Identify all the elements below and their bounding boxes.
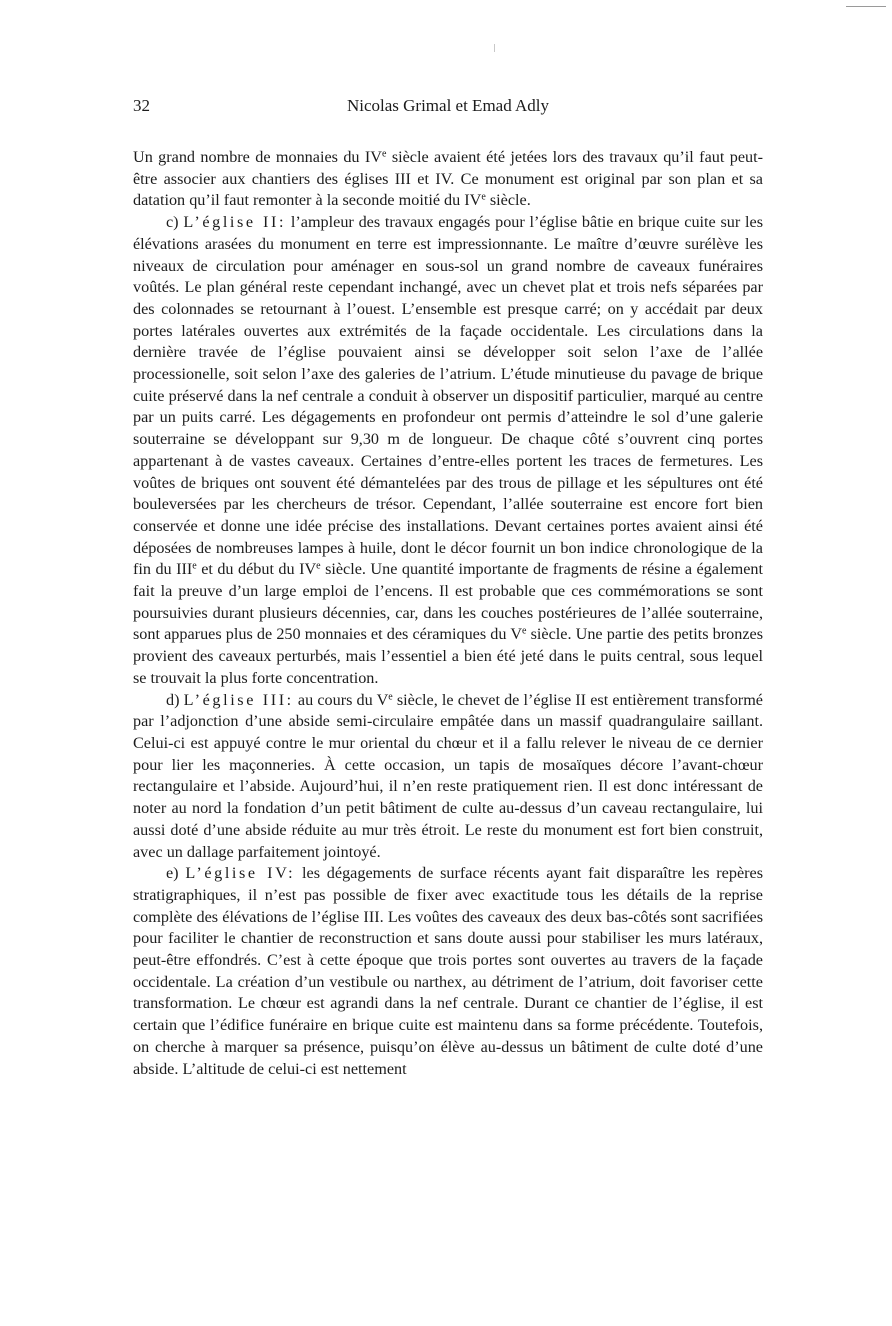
running-head: Nicolas Grimal et Emad Adly	[346, 96, 550, 115]
scan-speck	[494, 44, 495, 52]
section-d-paragraph: d) L’église III: au cours du Ve siècle, le chevet de l’église II est entièrement transformé par l’adjonction d’une abside semi-circulaire empâtée dans un massif quadrangulaire saillant. Celui-ci est appuyé contre le mur oriental du chœur et il a fallu relever le niveau de ce dernier pour lier les maçonneries. À cette occasion, un tapis de mosaïques décore l’avant-chœur rectangulaire et l’abside. Aujourd’hui, il n’en reste pratiquement rien. Il est donc intéressant de noter au nord la fondation d’un petit bâtiment de culte au-dessus d’un caveau rectangulaire, lui aussi doté d’une abside réduite au mur très étroit. Le reste du monument est fort bien construit, avec un dallage parfaitement jointoyé.	[133, 690, 763, 861]
page-number: 32	[133, 96, 150, 115]
section-e-paragraph: e) L’église IV: les dégagements de surface récents ayant fait disparaître les repères stratigraphiques, il n’est pas possible de fixer avec exactitude tous les détails de la reprise complète des élévations de l’église III. Les voûtes des caveaux des deux bas-côtés sont sacrifiées pour faciliter le chantier de reconstruction et sans doute aussi pour stabiliser les murs latéraux, peut-être effondrés. C’est à cette époque que trois portes sont ouvertes au travers de la façade occidentale. La création d’un vestibule ou narthex, au détriment de l’atrium, doit favoriser cette transformation. Le chœur est agrandi dans la nef centrale. Durant ce chantier de l’église, il est certain que l’édifice funéraire en brique cuite est maintenu dans sa forme précédente. Toutefois, on cherche à marquer sa présence, puisqu’on élève au-dessus un bâtiment de culte doté d’une abside. L’altitude de celui-ci est nettement	[133, 864, 764, 1078]
section-heading: L’église II:	[183, 213, 287, 232]
scan-edge-mark	[846, 6, 886, 7]
section-heading: L’église III:	[183, 690, 294, 709]
page-header	[133, 96, 763, 120]
section-c-paragraph: c) L’église II: l’ampleur des travaux engagés pour l’église bâtie en brique cuite sur les élévations arasées du monument en terre est impressionnante. Le maître d’œuvre surélève les niveaux de circulation pour aménager en sous-sol un grand nombre de caveaux funéraires voûtés. Le plan général reste cependant inchangé, avec un chevet plat et trois nefs séparées par des colonnades se retournant à l’ouest. L’ensemble est presque carré; on y accédait par deux portes latérales ouvertes aux extrémités de la façade occidentale. Les circulations dans la dernière travée de l’église pouvaient ainsi se développer soit selon l’axe de l’allée processionelle, soit selon l’axe des galeries de l’atrium. L’étude minutieuse du pavage de brique cuite préservé dans la nef centrale a conduit à observer un dispositif particulier, marqué au centre par un puits carré. Les dégagements en profondeur ont permis d’atteindre le sol d’une galerie souterraine se développant sur 9,30 m de longueur. De chaque côté s’ouvrent cinq portes appartenant à de vastes caveaux. Certaines d’entre-elles portent les traces de fermetures. Les voûtes de briques ont souvent été démantelées par des trous de pillage et les sépultures ont été bouleversées par les chercheurs de trésor. Cependant, l’allée souterraine est encore fort bien conservée et donne une idée précise des installations. Devant certaines portes avaient ainsi été déposées de nombreuses lampes à huile, dont le décor fournit un bon indice chronologique de la fin du IIIe et du début du IVe siècle. Une quantité importante de fragments de résine a également fait la preuve d’un large emploi de l’encens. Il est probable que ces commémorations se sont poursuivies durant plusieurs décennies, car, dans les couches postérieures de l’allée souterraine, sont apparues plus de 250 monnaies et des céramiques du Ve siècle. Une partie des petits bronzes provient des caveaux perturbés, mais l’essentiel a bien été jeté dans le puits central, sous lequel se trouvait la plus forte concentration.	[133, 213, 764, 687]
body-text	[133, 147, 763, 1080]
section-heading: L’église IV:	[185, 864, 296, 883]
paragraph: Un grand nombre de monnaies du IVe siècle avaient été jetées lors des travaux qu’il faut peut-être associer aux chantiers des églises III et IV. Ce monument est original par son plan et sa datation qu’il faut remonter à la seconde moitié du IVe siècle.	[133, 148, 763, 210]
